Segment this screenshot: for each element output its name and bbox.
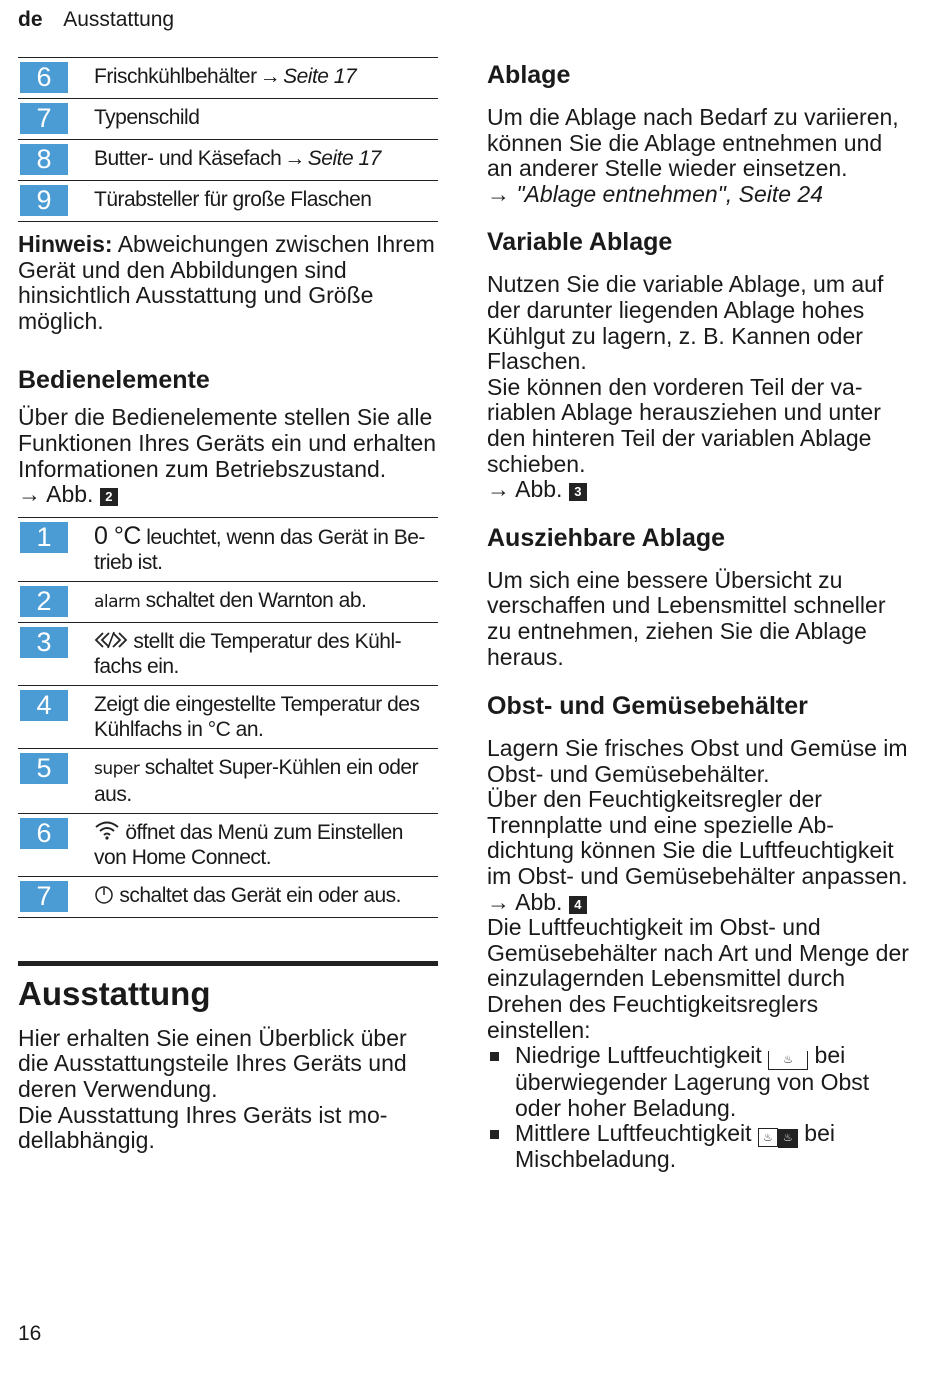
section-divider xyxy=(18,961,438,966)
super-keyword: super xyxy=(94,758,140,779)
legend-number: 5 xyxy=(20,753,68,784)
legend-number: 7 xyxy=(20,103,68,134)
variable-ablage-text-2: Sie können den vorderen Teil der variablen Ablage herausziehen und unter den hinteren Teil der variablen Ablage schieben. xyxy=(487,373,881,477)
right-column xyxy=(487,57,912,1173)
legend-row xyxy=(18,517,438,581)
page-reference[interactable]: Seite 17 xyxy=(283,65,357,88)
legend-text: Türabsteller für große Flaschen xyxy=(94,188,372,211)
ablage-text: Um die Ablage nach Bedarf zu variieren, können Sie die Ablage entnehmen und an anderer Stelle wieder einsetzen. xyxy=(487,104,899,182)
heading-ausstattung: Ausstattung xyxy=(18,974,211,1012)
ausstattung-intro: Hier erhalten Sie einen Überblick über die Ausstattungsteile Ihres Geräts und deren Verwendung. xyxy=(18,1024,407,1102)
alarm-keyword: alarm xyxy=(94,591,141,612)
legend-text: leuchtet, wenn das Gerät in Betrieb ist. xyxy=(94,525,426,574)
list-item-label: Mittlere Luftfeuchtigkeit xyxy=(515,1120,752,1147)
temperature-arrows-icon xyxy=(94,630,128,650)
note-paragraph xyxy=(18,232,438,334)
heading-ausziehbare-ablage: Ausziehbare Ablage xyxy=(487,523,726,552)
legend-row xyxy=(18,748,438,813)
list-item-text: bei überwiegender Lagerung von Obst oder hoher Beladung. xyxy=(515,1042,870,1121)
list-item xyxy=(487,1043,912,1121)
figure-number-badge: 4 xyxy=(569,896,587,914)
heading-obst-gemuese: Obst- und Gemüsebehälter xyxy=(487,692,808,721)
legend-text: Zeigt die eingestellte Temperatur des Kühlfachs in °C an. xyxy=(94,692,420,741)
note-label: Hinweis: xyxy=(18,231,113,257)
cross-reference-link[interactable]: "Ablage entnehmen", Seite 24 xyxy=(516,180,823,207)
language-code: de xyxy=(18,8,43,31)
heading-variable-ablage: Variable Ablage xyxy=(487,228,673,257)
arrow-icon: → xyxy=(487,476,510,503)
variable-ablage-text-1: Nutzen Sie die variable Ablage, um auf der darunter liegenden Ablage hohes Kühlgut zu lagern, z. B. Kannen oder Flaschen. xyxy=(487,271,884,375)
legend-number: 7 xyxy=(20,881,68,912)
arrow-icon: → xyxy=(284,147,305,170)
figure-ref-label: Abb. xyxy=(515,476,563,503)
obst-text-1: Lagern Sie frisches Obst und Gemüse im Obst- und Gemüsebehälter. xyxy=(487,735,908,787)
figure-number-badge: 2 xyxy=(100,488,118,506)
legend-number: 1 xyxy=(20,522,68,553)
obst-text-3: Die Luftfeuchtigkeit im Obst- und Gemüsebehälter nach Art und Menge der einzulagernden Lebensmittel durch Drehen des Feuchtigkeitsreglers einstellen: xyxy=(487,914,909,1043)
arrow-icon: → xyxy=(259,65,281,88)
figure-ref-label: Abb. xyxy=(46,481,94,508)
legend-row xyxy=(18,581,438,622)
arrow-icon: → xyxy=(487,888,510,915)
low-humidity-icon: ♨ xyxy=(768,1051,808,1070)
legend-text: schaltet den Warnton ab. xyxy=(145,588,367,612)
list-item-text: bei Mischbeladung. xyxy=(515,1120,835,1172)
legend-row xyxy=(18,181,438,222)
arrow-icon: → xyxy=(18,481,41,508)
legend-text: stellt die Temperatur des Kühlfachs ein. xyxy=(94,629,402,678)
legend-number: 6 xyxy=(20,62,68,93)
ausziehbare-ablage-text: Um sich eine bessere Übersicht zu verschaffen und Lebensmittel schneller zu entnehmen, ziehen Sie die Ablage heraus. xyxy=(487,566,886,670)
left-column xyxy=(18,57,438,1154)
legend-row xyxy=(18,140,438,181)
legend-text: Frischkühlbehälter xyxy=(94,65,257,88)
legend-number: 2 xyxy=(20,586,68,617)
legend-row xyxy=(18,685,438,748)
heading-ablage: Ablage xyxy=(487,61,571,89)
legend-number: 4 xyxy=(20,690,68,721)
figure-reference xyxy=(487,890,912,916)
page-number: 16 xyxy=(18,1322,42,1345)
parts-legend-table xyxy=(18,57,438,222)
legend-row xyxy=(18,876,438,917)
legend-row xyxy=(18,813,438,876)
controls-legend-table xyxy=(18,517,438,918)
legend-text: Butter- und Käsefach xyxy=(94,147,282,170)
legend-row xyxy=(18,622,438,685)
legend-text: Typenschild xyxy=(94,106,200,129)
obst-text-2: Über den Feuchtigkeitsregler der Trennplatte und eine spezielle Abdichtung können Sie die Luftfeuchtigkeit im Obst- und Gemüsebehälter anpassen. xyxy=(487,786,908,890)
bedienelemente-text: Über die Bedienelemente stellen Sie alle Funktionen Ihres Geräts ein und erhalten Informationen zum Betriebszustand. xyxy=(18,404,437,482)
legend-text: öffnet das Menü zum Einstellen von Home Connect. xyxy=(94,820,403,869)
legend-number: 6 xyxy=(20,818,68,849)
list-item-label: Niedrige Luftfeuchtigkeit xyxy=(515,1042,762,1069)
figure-reference xyxy=(487,477,912,503)
figure-ref-label: Abb. xyxy=(515,888,563,915)
legend-number: 8 xyxy=(20,144,68,175)
temperature-symbol: 0 °C xyxy=(94,521,141,550)
figure-number-badge: 3 xyxy=(569,483,587,501)
power-icon xyxy=(94,884,114,904)
legend-text: schaltet Super-Kühlen ein oder aus. xyxy=(94,755,419,806)
legend-number: 9 xyxy=(20,185,68,216)
humidity-list xyxy=(487,1043,912,1172)
cross-reference xyxy=(487,182,912,208)
legend-row xyxy=(18,58,438,99)
list-item xyxy=(487,1121,912,1172)
medium-humidity-icon: ♨ ♨ xyxy=(758,1121,798,1140)
heading-bedienelemente: Bedienelemente xyxy=(18,366,210,395)
note-text: Abweichungen zwischen Ihrem Gerät und den Abbildungen sind hinsichtlich Ausstattung und Größe möglich. xyxy=(18,231,435,334)
page-header xyxy=(18,8,174,32)
section-name: Ausstattung xyxy=(63,8,175,31)
arrow-icon: → xyxy=(487,180,510,207)
legend-number: 3 xyxy=(20,627,68,658)
figure-reference xyxy=(18,482,438,508)
wifi-icon xyxy=(94,820,120,840)
page-reference[interactable]: Seite 17 xyxy=(307,147,381,170)
legend-text: schaltet das Gerät ein oder aus. xyxy=(119,883,402,907)
legend-row xyxy=(18,99,438,140)
ausstattung-note: Die Ausstattung Ihres Geräts ist modellabhängig. xyxy=(18,1101,388,1154)
